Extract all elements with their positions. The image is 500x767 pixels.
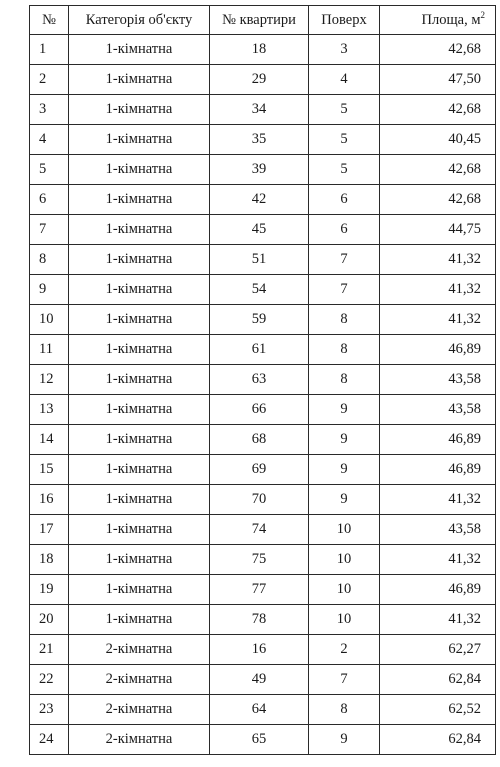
cell-apartment-number: 69 — [210, 455, 309, 485]
cell-number: 4 — [30, 125, 69, 155]
cell-category: 1-кімнатна — [69, 605, 210, 635]
cell-area: 42,68 — [380, 35, 496, 65]
cell-area: 41,32 — [380, 245, 496, 275]
cell-category: 1-кімнатна — [69, 575, 210, 605]
cell-number: 21 — [30, 635, 69, 665]
cell-area: 41,32 — [380, 305, 496, 335]
cell-number: 24 — [30, 725, 69, 755]
cell-category: 1-кімнатна — [69, 35, 210, 65]
cell-number: 18 — [30, 545, 69, 575]
cell-area: 62,27 — [380, 635, 496, 665]
cell-apartment-number: 66 — [210, 395, 309, 425]
table-row — [30, 185, 496, 215]
cell-number: 10 — [30, 305, 69, 335]
cell-category: 2-кімнатна — [69, 665, 210, 695]
cell-category: 1-кімнатна — [69, 305, 210, 335]
cell-category: 1-кімнатна — [69, 455, 210, 485]
cell-area: 46,89 — [380, 335, 496, 365]
cell-floor: 6 — [309, 185, 380, 215]
cell-floor: 9 — [309, 425, 380, 455]
cell-category: 1-кімнатна — [69, 545, 210, 575]
cell-apartment-number: 68 — [210, 425, 309, 455]
cell-apartment-number: 39 — [210, 155, 309, 185]
cell-number: 22 — [30, 665, 69, 695]
table-row — [30, 725, 496, 755]
cell-apartment-number: 59 — [210, 305, 309, 335]
table-row — [30, 305, 496, 335]
header-area — [380, 6, 496, 35]
cell-category: 1-кімнатна — [69, 395, 210, 425]
cell-floor: 8 — [309, 335, 380, 365]
cell-floor: 7 — [309, 245, 380, 275]
table-row — [30, 95, 496, 125]
cell-apartment-number: 63 — [210, 365, 309, 395]
table-row — [30, 665, 496, 695]
cell-number: 6 — [30, 185, 69, 215]
cell-number: 9 — [30, 275, 69, 305]
cell-area: 43,58 — [380, 395, 496, 425]
cell-area: 41,32 — [380, 545, 496, 575]
cell-category: 1-кімнатна — [69, 245, 210, 275]
table-row — [30, 605, 496, 635]
cell-floor: 6 — [309, 215, 380, 245]
cell-number: 14 — [30, 425, 69, 455]
header-category: Категорія об'єкту — [69, 6, 210, 35]
cell-area: 44,75 — [380, 215, 496, 245]
cell-floor: 8 — [309, 365, 380, 395]
cell-floor: 10 — [309, 545, 380, 575]
cell-category: 1-кімнатна — [69, 485, 210, 515]
cell-apartment-number: 61 — [210, 335, 309, 365]
cell-number: 7 — [30, 215, 69, 245]
cell-floor: 7 — [309, 665, 380, 695]
cell-number: 15 — [30, 455, 69, 485]
cell-apartment-number: 74 — [210, 515, 309, 545]
cell-number: 2 — [30, 65, 69, 95]
table-body — [30, 35, 496, 755]
cell-floor: 9 — [309, 395, 380, 425]
table-row — [30, 545, 496, 575]
cell-apartment-number: 51 — [210, 245, 309, 275]
table-row — [30, 395, 496, 425]
cell-apartment-number: 16 — [210, 635, 309, 665]
cell-category: 1-кімнатна — [69, 125, 210, 155]
header-area-label: Площа, м — [421, 11, 481, 28]
cell-floor: 5 — [309, 95, 380, 125]
cell-floor: 5 — [309, 125, 380, 155]
table-row — [30, 245, 496, 275]
cell-area: 41,32 — [380, 485, 496, 515]
cell-number: 5 — [30, 155, 69, 185]
cell-area: 41,32 — [380, 275, 496, 305]
cell-area: 43,58 — [380, 515, 496, 545]
cell-apartment-number: 49 — [210, 665, 309, 695]
cell-area: 46,89 — [380, 575, 496, 605]
table-row — [30, 65, 496, 95]
cell-number: 12 — [30, 365, 69, 395]
cell-number: 11 — [30, 335, 69, 365]
cell-category: 1-кімнатна — [69, 335, 210, 365]
table-header-row — [30, 6, 496, 35]
cell-category: 1-кімнатна — [69, 275, 210, 305]
cell-category: 1-кімнатна — [69, 95, 210, 125]
table-row — [30, 575, 496, 605]
cell-apartment-number: 65 — [210, 725, 309, 755]
cell-floor: 7 — [309, 275, 380, 305]
cell-number: 1 — [30, 35, 69, 65]
cell-area: 62,84 — [380, 725, 496, 755]
cell-area: 41,32 — [380, 605, 496, 635]
table-row — [30, 635, 496, 665]
header-apartment-number: № квартири — [210, 6, 309, 35]
cell-area: 42,68 — [380, 95, 496, 125]
table-row — [30, 35, 496, 65]
cell-apartment-number: 64 — [210, 695, 309, 725]
cell-floor: 3 — [309, 35, 380, 65]
cell-apartment-number: 35 — [210, 125, 309, 155]
cell-floor: 9 — [309, 485, 380, 515]
cell-area: 62,84 — [380, 665, 496, 695]
cell-floor: 10 — [309, 575, 380, 605]
table-row — [30, 275, 496, 305]
cell-floor: 10 — [309, 605, 380, 635]
cell-area: 40,45 — [380, 125, 496, 155]
cell-category: 1-кімнатна — [69, 215, 210, 245]
cell-number: 20 — [30, 605, 69, 635]
table-row — [30, 515, 496, 545]
cell-category: 1-кімнатна — [69, 515, 210, 545]
cell-area: 46,89 — [380, 455, 496, 485]
cell-number: 13 — [30, 395, 69, 425]
cell-category: 2-кімнатна — [69, 725, 210, 755]
cell-apartment-number: 75 — [210, 545, 309, 575]
cell-floor: 5 — [309, 155, 380, 185]
cell-floor: 10 — [309, 515, 380, 545]
cell-area: 47,50 — [380, 65, 496, 95]
cell-apartment-number: 70 — [210, 485, 309, 515]
cell-apartment-number: 29 — [210, 65, 309, 95]
table-row — [30, 485, 496, 515]
table-row — [30, 425, 496, 455]
cell-number: 3 — [30, 95, 69, 125]
table-row — [30, 455, 496, 485]
cell-category: 1-кімнатна — [69, 65, 210, 95]
cell-floor: 4 — [309, 65, 380, 95]
cell-category: 1-кімнатна — [69, 185, 210, 215]
table-row — [30, 155, 496, 185]
cell-floor: 9 — [309, 455, 380, 485]
cell-area: 46,89 — [380, 425, 496, 455]
cell-number: 19 — [30, 575, 69, 605]
cell-apartment-number: 34 — [210, 95, 309, 125]
cell-floor: 2 — [309, 635, 380, 665]
cell-area: 42,68 — [380, 185, 496, 215]
cell-area: 42,68 — [380, 155, 496, 185]
table-row — [30, 365, 496, 395]
cell-category: 1-кімнатна — [69, 155, 210, 185]
cell-apartment-number: 54 — [210, 275, 309, 305]
cell-apartment-number: 77 — [210, 575, 309, 605]
cell-apartment-number: 78 — [210, 605, 309, 635]
table-row — [30, 215, 496, 245]
cell-area: 62,52 — [380, 695, 496, 725]
header-number: № — [30, 6, 69, 35]
table-row — [30, 335, 496, 365]
cell-apartment-number: 42 — [210, 185, 309, 215]
apartments-table — [29, 5, 496, 755]
header-area-unit-exponent: 2 — [480, 9, 485, 20]
cell-apartment-number: 45 — [210, 215, 309, 245]
table-row — [30, 695, 496, 725]
cell-number: 8 — [30, 245, 69, 275]
cell-number: 17 — [30, 515, 69, 545]
cell-category: 1-кімнатна — [69, 365, 210, 395]
cell-area: 43,58 — [380, 365, 496, 395]
cell-floor: 8 — [309, 305, 380, 335]
cell-apartment-number: 18 — [210, 35, 309, 65]
cell-floor: 9 — [309, 725, 380, 755]
cell-floor: 8 — [309, 695, 380, 725]
cell-category: 2-кімнатна — [69, 635, 210, 665]
cell-category: 2-кімнатна — [69, 695, 210, 725]
cell-number: 16 — [30, 485, 69, 515]
header-floor: Поверх — [309, 6, 380, 35]
cell-category: 1-кімнатна — [69, 425, 210, 455]
cell-number: 23 — [30, 695, 69, 725]
table-row — [30, 125, 496, 155]
